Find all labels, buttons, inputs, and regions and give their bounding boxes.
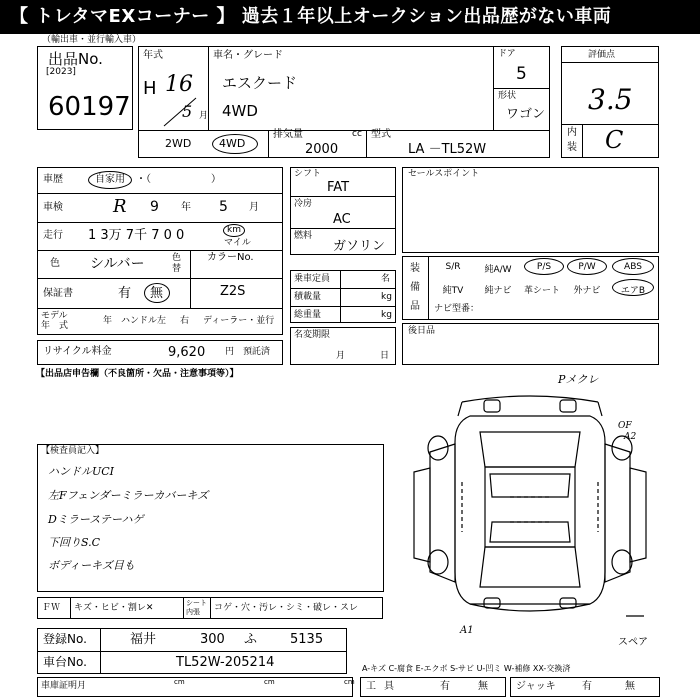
car-body-diagram bbox=[400, 372, 660, 642]
equip-abs: ABS bbox=[624, 262, 642, 272]
inspector-note-1: 左Fフェンダーミラーカバーキズ bbox=[48, 489, 209, 502]
damage-legend: A-キズ C-腐食 E-エクボ S-サビ U-凹ミ W-補修 XX-交換済 bbox=[362, 664, 571, 673]
cert-cm-2: cm bbox=[264, 678, 275, 686]
lot-number: 60197 bbox=[48, 92, 131, 122]
color-no-label: カラーNo. bbox=[207, 252, 254, 263]
equipment-label-1: 装 bbox=[410, 263, 420, 274]
tools-label: 工具 bbox=[366, 681, 402, 692]
capacity-unit-2: kg bbox=[381, 310, 392, 320]
chassis-value: TL52W-205214 bbox=[176, 655, 275, 670]
capacity-label-1: 積載量 bbox=[294, 292, 322, 302]
handle-label: ハンドル bbox=[121, 316, 158, 326]
inspector-note-0: ハンドルUCI bbox=[48, 465, 115, 478]
displacement-value: 2000 bbox=[305, 142, 339, 157]
later-box bbox=[402, 323, 659, 365]
model-value: LA －TL52W bbox=[408, 142, 487, 157]
lot-label: 出品No. bbox=[48, 50, 103, 68]
year-month-unit: 月 bbox=[199, 111, 209, 121]
inspection-month-unit: 月 bbox=[249, 202, 259, 213]
name-change-label: 名変期限 bbox=[294, 330, 331, 340]
name-change-month: 月 bbox=[336, 351, 346, 361]
inspection-month: 5 bbox=[219, 199, 228, 215]
model-label: 型式 bbox=[371, 129, 391, 140]
score-label: 評価点 bbox=[588, 50, 616, 60]
displacement-unit: cc bbox=[352, 129, 362, 139]
capacity-label-2: 総重量 bbox=[294, 310, 322, 320]
capacity-unit-1: kg bbox=[381, 292, 392, 302]
inspector-note-4: ボディーキズ目も bbox=[48, 559, 135, 572]
equipment-label-3: 品 bbox=[410, 301, 420, 312]
equip-pw: P/W bbox=[578, 262, 596, 272]
inspection-era: R bbox=[113, 196, 127, 217]
warranty-yes: 有 bbox=[118, 286, 132, 301]
shift-value: FAT bbox=[327, 180, 350, 195]
jack-label: ジャッキ bbox=[516, 681, 556, 692]
color-no-value: Z2S bbox=[220, 284, 246, 299]
year-era: H bbox=[143, 78, 157, 99]
recycle-value: 9,620 bbox=[168, 345, 206, 360]
handle-right: 右 bbox=[180, 316, 190, 326]
cert-label: 車庫証明月 bbox=[41, 681, 87, 691]
color-value: シルバー bbox=[90, 256, 145, 272]
color-label: 色 bbox=[50, 258, 60, 269]
equip-alloy: 純A/W bbox=[484, 265, 512, 275]
diagram-note-right-2: A2 bbox=[624, 432, 637, 442]
equip-leather: 革シート bbox=[523, 286, 560, 296]
warranty-label: 保証書 bbox=[43, 288, 73, 299]
cert-cm-3: cm bbox=[344, 678, 355, 686]
sales-point-box bbox=[402, 167, 659, 253]
name-change-day: 日 bbox=[380, 351, 390, 361]
diagram-note-bottom: A1 bbox=[460, 625, 474, 636]
inspector-note-2: Dミラーステーハゲ bbox=[48, 513, 144, 526]
history-rest: ・（ ） bbox=[136, 174, 221, 185]
drive-2wd: 2WD bbox=[165, 137, 192, 150]
equip-airbag: エアB bbox=[620, 286, 646, 296]
ac-label: 冷房 bbox=[294, 199, 313, 209]
interior-label-1: 内 bbox=[567, 127, 577, 138]
registration-kana: ふ bbox=[244, 632, 258, 647]
drive-4wd: 4WD bbox=[219, 137, 246, 150]
interior-value: C bbox=[605, 126, 624, 154]
mileage-unit-mile: マイル bbox=[224, 238, 251, 248]
recycle-label: リサイクル料金 bbox=[43, 346, 112, 357]
capacity-label-0: 乗車定員 bbox=[294, 274, 331, 284]
later-label: 後日品 bbox=[408, 326, 436, 336]
equip-navi: 純ナビ bbox=[484, 286, 512, 296]
year-value: 16 bbox=[165, 72, 193, 97]
model-year-label-2: 年 式 bbox=[41, 321, 69, 331]
dealer-label: ディーラー・並行 bbox=[203, 316, 275, 326]
lot-stamp: [2023] bbox=[46, 67, 76, 77]
registration-number: 5135 bbox=[290, 632, 324, 647]
equip-ext-navi: 外ナビ bbox=[573, 286, 601, 296]
fuel-label: 燃料 bbox=[294, 231, 313, 241]
history-label: 車歴 bbox=[43, 174, 63, 185]
equip-tv: 純TV bbox=[442, 286, 464, 296]
recycle-unit: 円 bbox=[225, 347, 235, 357]
year-slash bbox=[160, 96, 200, 128]
inspector-note-3: 下回りS.C bbox=[48, 536, 101, 549]
navi-model-label: ナビ型番： bbox=[434, 304, 480, 314]
chassis-label: 車台No. bbox=[43, 655, 87, 669]
car-name: エスクード bbox=[222, 74, 298, 92]
shape-value: ワゴン bbox=[506, 107, 546, 122]
warranty-no: 無 bbox=[150, 286, 164, 301]
inspection-label: 車検 bbox=[43, 202, 63, 213]
banner: 【 トレタマEXコーナー 】 過去１年以上オークション出品歴がない車両 bbox=[0, 0, 700, 34]
history-selected: 自家用 bbox=[95, 174, 125, 185]
fw-items: キズ・ヒビ・割レ✕ bbox=[74, 603, 154, 613]
sales-point-label: セールスポイント bbox=[408, 169, 480, 179]
fw-label: ＦＷ bbox=[42, 603, 61, 613]
doors-label: ドア bbox=[498, 49, 516, 59]
tools-yes: 有 bbox=[440, 681, 450, 692]
inspection-year: 9 bbox=[150, 199, 159, 215]
header-note: （輸出車・並行輸入車） bbox=[42, 35, 142, 45]
seat-items: コゲ・穴・汚レ・シミ・破レ・スレ bbox=[214, 603, 359, 613]
car-grade: 4WD bbox=[222, 102, 258, 120]
equip-sr: S/R bbox=[445, 262, 461, 272]
spare-label: スペア bbox=[618, 637, 648, 648]
shape-label: 形状 bbox=[498, 91, 517, 101]
equipment-label-2: 備 bbox=[410, 282, 420, 293]
doors-value: 5 bbox=[516, 64, 527, 84]
model-year-label-1: モデル bbox=[41, 311, 68, 321]
tools-no: 無 bbox=[478, 681, 488, 692]
diagram-note-right-1: OF bbox=[618, 421, 632, 431]
interior-label-2: 装 bbox=[567, 142, 577, 153]
capacity-unit-0: 名 bbox=[381, 274, 391, 284]
year-label: 年式 bbox=[143, 50, 163, 61]
registration-label: 登録No. bbox=[43, 632, 87, 646]
mileage-label: 走行 bbox=[43, 230, 63, 241]
diagram-note-top: Pメクレ bbox=[558, 373, 599, 386]
inspector-label: 【検査員記入】 bbox=[41, 446, 105, 456]
car-label: 車名・グレード bbox=[213, 50, 283, 61]
jack-yes: 有 bbox=[582, 681, 592, 692]
cert-cm-1: cm bbox=[174, 678, 185, 686]
score-value: 3.5 bbox=[588, 83, 633, 116]
seat-label: シート内張 bbox=[186, 599, 207, 616]
year-month: 5 bbox=[182, 102, 193, 121]
mileage-unit-km: km bbox=[227, 225, 241, 235]
model-year-unit: 年 bbox=[103, 316, 113, 326]
shift-label: シフト bbox=[294, 169, 322, 179]
handle-left: 左 bbox=[157, 316, 167, 326]
color-change-label: 色替 bbox=[172, 253, 182, 274]
inspection-year-unit: 年 bbox=[181, 202, 191, 213]
recycle-note: 預託済 bbox=[243, 347, 271, 357]
jack-no: 無 bbox=[625, 681, 635, 692]
fuel-value: ガソリン bbox=[333, 239, 386, 254]
equip-ps: P/S bbox=[536, 262, 552, 272]
displacement-label: 排気量 bbox=[273, 129, 303, 140]
registration-class: 300 bbox=[200, 632, 225, 647]
mileage-value: 1 3万 7千 7 0 0 bbox=[88, 228, 185, 243]
ac-value: AC bbox=[333, 212, 351, 227]
declaration-label: 【出品店申告欄（不良箇所・欠品・注意事項等）】 bbox=[36, 369, 239, 379]
registration-pref: 福井 bbox=[130, 632, 157, 647]
